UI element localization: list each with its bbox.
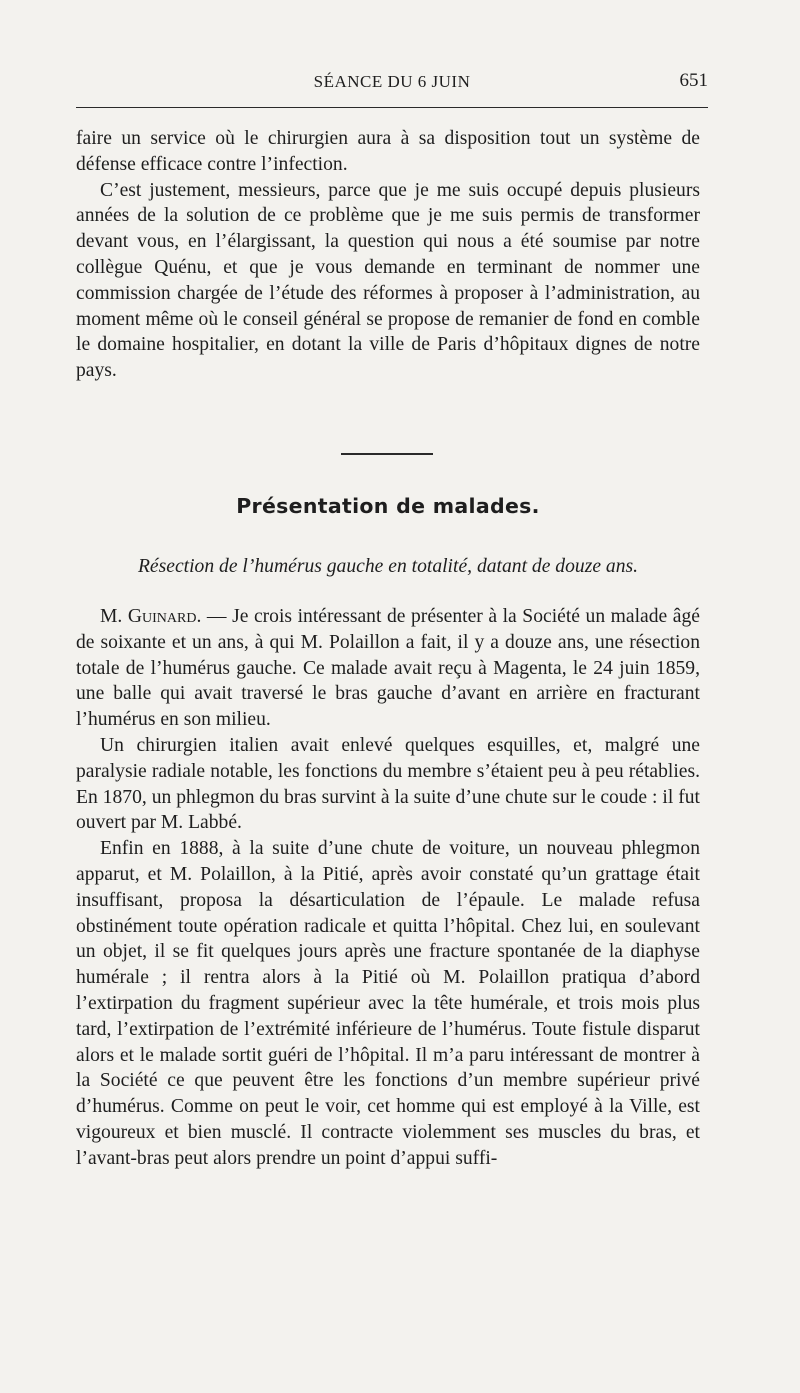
paragraph: Un chirurgien italien avait enlevé quelques esquilles, et, malgré une paralysie radiale notable, les fonctions du membre s’étaient peu à peu rétablies. En 1870, un phlegmon du bras survint à la suite d’une chute sur le coude : il fut ouvert par M. Labbé.: [76, 734, 700, 834]
paragraph-text: — Je crois intéressant de présenter à la Société un malade âgé de soixante et un ans, à qui M. Polaillon a fait, il y a douze ans, une résection totale de l’humérus gauche. Ce malade avait reçu à Magenta, le 24 juin 1859, une balle qui avait traversé le bras gauche d’avant en arrière en fracturant l’humérus en son milieu.: [76, 606, 700, 731]
header-rule: [76, 107, 708, 108]
paragraph: C’est justement, messieurs, parce que je me suis occupé depuis plusieurs années de la solution de ce problème que je me suis permis de transformer devant vous, en l’élargissant, la question qui nous a été soumise par notre collègue Quénu, et que je vous demande en terminant de nommer une commission chargée de l’étude des réformes à proposer à l’administration, au moment même où le conseil général se propose de remanier de fond en comble le domaine hospitalier, en dotant la ville de Paris d’hôpitaux dignes de notre pays.: [76, 179, 700, 382]
body-text-top: [76, 126, 700, 384]
running-head: [76, 68, 708, 96]
paragraph: faire un service où le chirurgien aura à sa disposition tout un système de défense efficace contre l’infection.: [76, 128, 700, 175]
speaker-name: M. Guinard.: [100, 606, 202, 627]
body-text-presentation: [76, 604, 700, 1172]
section-title: Présentation de malades.: [236, 494, 540, 518]
running-head-title: SÉANCE DU 6 JUIN: [313, 72, 471, 91]
section-subtitle: Résection de l’humérus gauche en totalité, datant de douze ans.: [137, 556, 639, 577]
section-separator: [341, 453, 433, 455]
paragraph: Enfin en 1888, à la suite d’une chute de voiture, un nouveau phlegmon apparut, et M. Polaillon, à la Pitié, après avoir constaté qu’un grattage était insuffisant, proposa la désarticulation de l’épaule. Le malade refusa obstinément toute opération radicale et quitta l’hôpital. Chez lui, en soulevant un objet, il se fit quelques jours après une fracture spontanée de la diaphyse humérale ; il rentra alors à la Pitié où M. Polaillon pratiqua d’abord l’extirpation du fragment supérieur avec la tête humérale, et trois mois plus tard, l’extirpation de l’extrémité inférieure de l’humérus. Toute fistule disparut alors et le malade sortit guéri de l’hôpital. Il m’a paru intéressant de montrer à la Société ce que peuvent être les fonctions d’un membre supérieur privé d’humérus. Comme on peut le voir, cet homme qui est employé à la Ville, est vigoureux et bien musclé. Il contracte violemment ses muscles du bras, et l’avant-bras peut alors prendre un point d’appui suffi-: [76, 838, 700, 1169]
paragraph: [76, 604, 700, 733]
page-number: 651: [679, 70, 708, 91]
